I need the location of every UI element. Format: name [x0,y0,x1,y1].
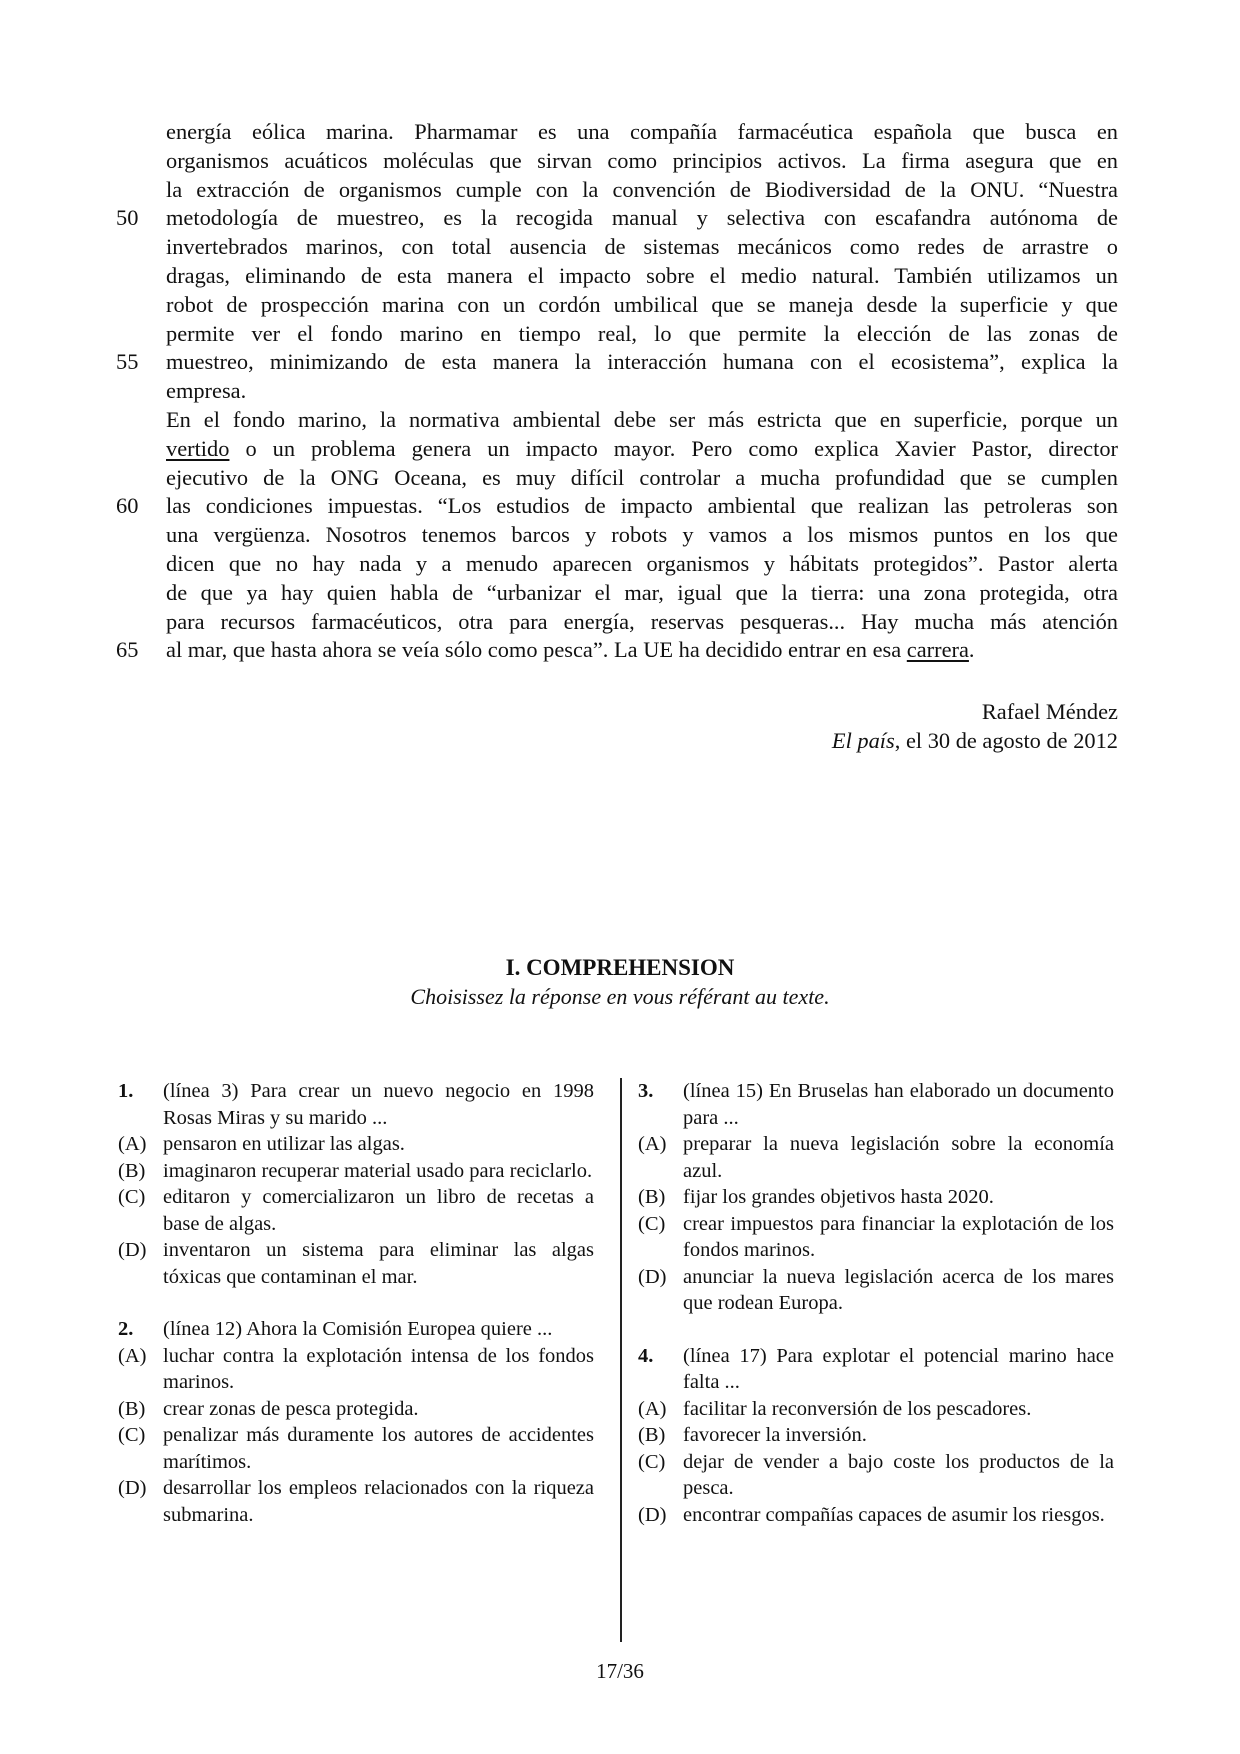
line-text: una vergüenza. Nosotros tenemos barcos y robots y vamos a los mismos puntos en los que [166,522,1118,548]
option-d [638,1502,1114,1529]
option-label: (B) [638,1186,666,1208]
passage-line [166,608,1118,637]
option-text: desarrollar los empleos relacionados con la riqueza submarina. [163,1477,594,1526]
questions-left-column [118,1078,594,1554]
question-number: 2. [118,1318,134,1340]
option-text: pensaron en utilizar las algas. [163,1133,405,1155]
line-text: metodología de muestreo, es la recogida manual y selectiva con escafandra autónoma de [166,205,1118,231]
line-number: 50 [116,205,139,231]
line-text: muestreo, minimizando de esta manera la interacción humana con el ecosistema”, explica la [166,349,1118,375]
passage-line [166,464,1118,493]
option-text: penalizar más duramente los autores de accidentes marítimos. [163,1424,594,1473]
option-label: (C) [118,1186,146,1208]
option-text: crear zonas de pesca protegida. [163,1397,419,1420]
option-c [118,1422,594,1475]
question-text: (línea 15) En Bruselas han elaborado un documento para ... [683,1080,1114,1129]
underlined-word: carrera [906,637,969,663]
option-c [638,1449,1114,1502]
question-3 [638,1078,1114,1317]
question-number: 3. [638,1080,654,1102]
question-2 [118,1316,594,1528]
passage-line [166,377,1118,406]
passage-line [166,118,1118,147]
questions-right-column [638,1078,1114,1554]
option-text: luchar contra la explotación intensa de los fondos marinos. [163,1344,594,1393]
option-c [638,1211,1114,1264]
question-text: (línea 17) Para explotar el potencial marino hace falta ... [683,1344,1114,1393]
line-text: En el fondo marino, la normativa ambiental debe ser más estricta que en superficie, porque un [166,406,1118,432]
option-b [118,1396,594,1423]
passage-line [166,262,1118,291]
line-number: 60 [116,493,139,519]
question-number: 4. [638,1344,654,1367]
option-d [118,1237,594,1290]
page-number: 17/36 [596,1659,644,1683]
source-name: El país [831,728,895,753]
option-text: facilitar la reconversión de los pescadores. [683,1397,1032,1420]
option-label: (C) [638,1450,666,1473]
question-stem [638,1343,1114,1396]
option-a [638,1131,1114,1184]
option-b [638,1422,1114,1449]
option-b [638,1184,1114,1211]
question-1 [118,1078,594,1290]
option-d [638,1264,1114,1317]
option-label: (B) [638,1424,666,1446]
question-text: (línea 3) Para crear un nuevo negocio en 1998 Rosas Miras y su marido ... [163,1080,594,1129]
line-text: permite ver el fondo marino en tiempo real, lo que permite la elección de las zonas de [166,320,1118,346]
option-d [118,1475,594,1528]
line-text: robot de prospección marina con un cordón umbilical que se maneja desde la superficie y que [166,291,1118,317]
passage-line [166,320,1118,349]
line-text-post: o un problema genera un impacto mayor. Pero como explica Xavier Pastor, director [229,435,1118,461]
source [832,726,1118,755]
option-text: dejar de vender a bajo coste los productos de la pesca. [683,1450,1114,1499]
passage-line [166,291,1118,320]
passage-line [166,521,1118,550]
passage-line [166,147,1118,176]
line-text: la extracción de organismos cumple con la convención de Biodiversidad de la ONU. “Nuestra [166,176,1118,202]
option-a [118,1343,594,1396]
option-a [638,1396,1114,1423]
question-number: 1. [118,1080,134,1102]
option-text: fijar los grandes objetivos hasta 2020. [683,1186,994,1208]
passage-line [166,176,1118,205]
option-text: crear impuestos para financiar la explotación de los fondos marinos. [683,1212,1114,1261]
passage-line [166,406,1118,435]
option-label: (A) [638,1397,667,1420]
line-text-pre: al mar, que hasta ahora se veía sólo como pesca”. La UE ha decidido entrar en esa [166,637,907,663]
option-text: preparar la nueva legislación sobre la economía azul. [683,1133,1114,1182]
source-date: , el 30 de agosto de 2012 [894,728,1118,753]
question-4 [638,1343,1114,1529]
option-text: anunciar la nueva legislación acerca de los mares que rodean Europa. [683,1265,1114,1314]
option-label: (B) [118,1397,146,1420]
option-label: (D) [638,1265,667,1288]
line-number: 65 [116,637,139,663]
option-b [118,1158,594,1185]
line-text: energía eólica marina. Pharmamar es una compañía farmacéutica española que busca en [166,119,1118,144]
question-stem [638,1078,1114,1131]
line-text: las condiciones impuestas. “Los estudios de impacto ambiental que realizan las petroleras son [166,493,1118,519]
line-text: dragas, eliminando de esta manera el impacto sobre el medio natural. También utilizamos un [166,262,1118,288]
option-text: imaginaron recuperar material usado para reciclarlo. [163,1159,593,1182]
option-text: editaron y comercializaron un libro de recetas a base de algas. [163,1186,594,1235]
passage-line [166,579,1118,608]
line-text: organismos acuáticos moléculas que sirvan como principios activos. La firma asegura que en [166,147,1118,173]
option-label: (A) [118,1344,147,1367]
section-subtitle: Choisissez la réponse en vous référant au texte. [410,984,830,1009]
author: Rafael Méndez [981,699,1118,724]
passage-line [166,435,1118,464]
line-text: de que ya hay quien habla de “urbanizar el mar, igual que la tierra: una zona protegida, otra [166,579,1118,605]
line-text: para recursos farmacéuticos, otra para energía, reservas pesqueras... Hay mucha más atención [166,608,1118,634]
line-text: invertebrados marinos, con total ausencia de sistemas mecánicos como redes de arrastre o [166,234,1118,260]
line-text-post: . [968,637,975,663]
option-label: (C) [638,1212,666,1235]
passage-line [116,204,1118,233]
option-label: (D) [638,1503,667,1526]
option-label: (B) [118,1159,146,1182]
passage-line [116,636,1118,665]
section-title: I. COMPREHENSION [505,955,735,980]
line-text: empresa. [166,378,247,404]
column-divider [620,1078,622,1642]
option-label: (D) [118,1239,147,1261]
underlined-word: vertido [166,435,230,461]
option-a [118,1131,594,1158]
option-label: (A) [118,1133,147,1155]
passage-line [116,348,1118,377]
line-number: 55 [116,349,139,375]
signature [832,697,1118,755]
passage-line [116,492,1118,521]
option-label: (C) [118,1424,146,1446]
passage-line [166,550,1118,579]
option-text: inventaron un sistema para eliminar las algas tóxicas que contaminan el mar. [163,1239,594,1288]
passage-line [166,233,1118,262]
line-text: dicen que no hay nada y a menudo aparecen organismos y hábitats protegidos”. Pastor alerta [166,550,1118,576]
option-label: (D) [118,1477,147,1499]
option-text: encontrar compañías capaces de asumir los riesgos. [683,1503,1105,1526]
question-stem [118,1316,594,1343]
line-text: ejecutivo de la ONG Oceana, es muy difícil controlar a mucha profundidad que se cumplen [166,464,1118,490]
option-text: favorecer la inversión. [683,1424,867,1446]
option-label: (A) [638,1133,667,1155]
option-c [118,1184,594,1237]
question-text: (línea 12) Ahora la Comisión Europea quiere ... [163,1318,553,1340]
passage [116,118,1118,665]
question-stem [118,1078,594,1131]
